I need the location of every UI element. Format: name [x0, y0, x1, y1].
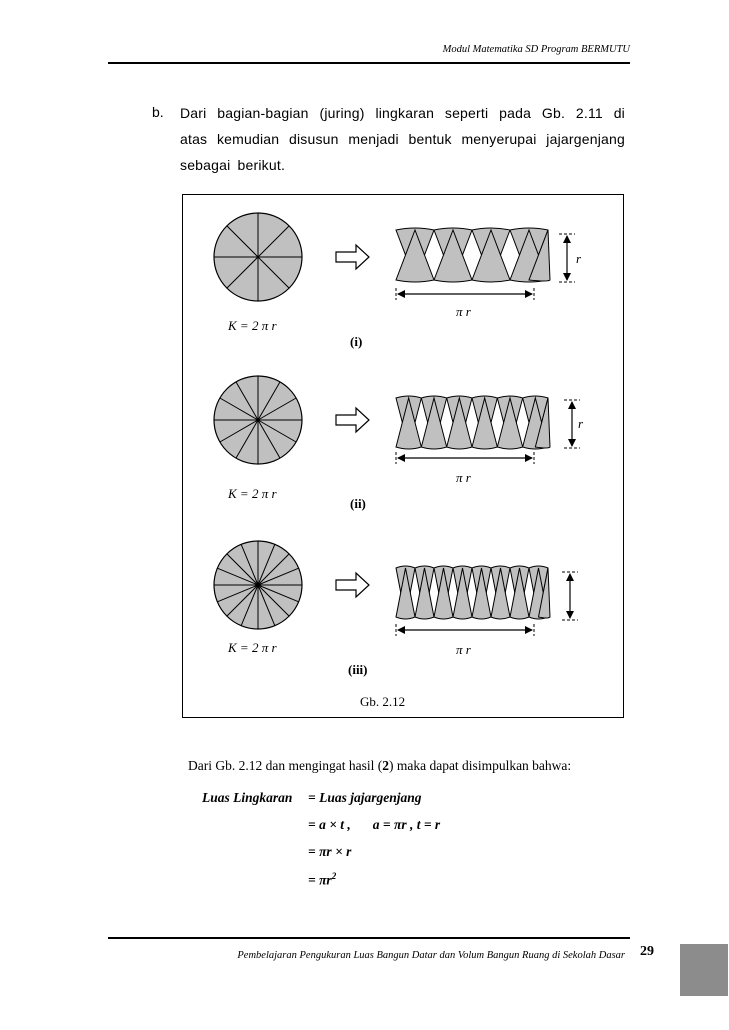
- paragraph-text: Dari bagian-bagian (juring) lingkaran seperti pada Gb. 2.11 di atas kemudian disusun menjadi bentuk menyerupai jajargenjang sebagai berikut.: [180, 105, 625, 173]
- height-label-2: r: [578, 416, 584, 431]
- transform-arrow-1: [336, 245, 369, 269]
- equation-line-4: = $\pi r^2$: [308, 871, 337, 888]
- page-tab-marker: [680, 944, 728, 996]
- transform-arrow-2: [336, 408, 369, 432]
- circumference-label-3: K = 2 π r: [228, 640, 277, 655]
- reference-number: 2: [382, 758, 389, 773]
- footer-title: Pembelajaran Pengukuran Luas Bangun Datar dan Volum Bangun Ruang di Sekolah Dasar: [237, 950, 625, 961]
- conclusion-intro: Dari Gb. 2.12 dan mengingat hasil (2) maka dapat disimpulkan bahwa:: [188, 758, 572, 773]
- footer-rule: [108, 937, 630, 939]
- running-header: Modul Matematika SD Program BERMUTU: [442, 44, 630, 55]
- height-label-1: r: [576, 251, 582, 266]
- base-label-2: π r: [456, 470, 471, 485]
- panel-label-3: (iii): [348, 662, 368, 677]
- transform-arrow-3: [336, 573, 369, 597]
- equation-line-1: = Luas jajargenjang: [308, 790, 422, 805]
- base-label-1: π r: [456, 304, 471, 319]
- panel-label-2: (ii): [350, 496, 366, 511]
- page-number: 29: [640, 944, 654, 959]
- circumference-label-2: K = 2 π r: [228, 486, 277, 501]
- panel-label-1: (i): [350, 334, 363, 349]
- figure-caption: Gb. 2.12: [360, 694, 406, 709]
- equation-line-3: = πr × r: [308, 844, 352, 859]
- circumference-label-1: K = 2 π r: [228, 318, 277, 333]
- equation-lhs: Luas Lingkaran: [202, 790, 293, 805]
- header-rule: [108, 62, 630, 64]
- equation-line-2: = a × t , a = πr , t = r: [308, 817, 441, 832]
- item-label: b.: [152, 104, 164, 120]
- base-label-3: π r: [456, 642, 471, 657]
